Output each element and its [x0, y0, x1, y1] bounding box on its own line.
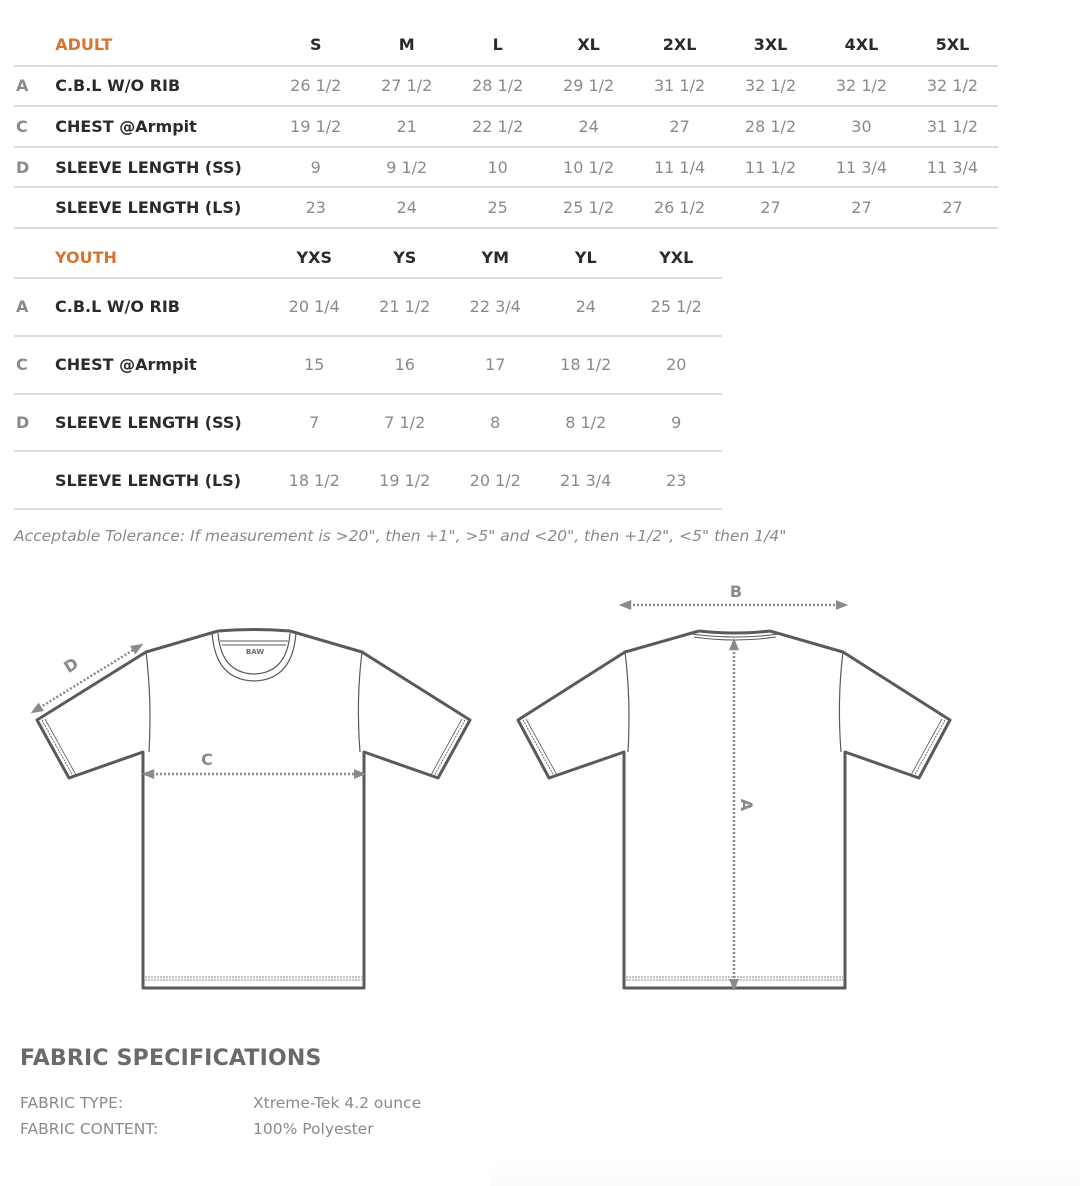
table-row — [14, 66, 998, 107]
cell-value: 11 3/4 — [835, 157, 888, 177]
measure-label: C.B.L W/O RIB — [55, 76, 181, 96]
cell-value: 20 1/2 — [469, 470, 521, 490]
size-header: 4XL — [844, 35, 879, 55]
cell-value: 7 — [309, 412, 320, 432]
youth-header-row — [14, 238, 722, 278]
front-tshirt-icon — [37, 630, 470, 989]
size-header: 3XL — [753, 35, 788, 55]
fabric-spec-row — [20, 1120, 374, 1138]
measure-letter: C — [16, 116, 28, 136]
size-header: M — [398, 35, 415, 55]
cell-value: 7 1/2 — [384, 412, 426, 432]
cell-value: 11 1/2 — [744, 157, 797, 177]
cell-value: 9 1/2 — [386, 157, 428, 177]
cell-value: 23 — [305, 198, 326, 218]
cell-value: 28 1/2 — [744, 116, 797, 136]
cell-value: 25 1/2 — [650, 297, 702, 317]
measure-label: CHEST @Armpit — [55, 355, 197, 375]
measure-label: C.B.L W/O RIB — [55, 297, 180, 317]
measure-label: SLEEVE LENGTH (LS) — [55, 470, 242, 490]
table-row — [14, 451, 722, 509]
cell-value: 26 1/2 — [290, 76, 342, 96]
measure-letter — [14, 187, 55, 228]
cell-value: 27 — [760, 198, 781, 218]
bottom-shade — [490, 1160, 1080, 1186]
fabric-specifications-heading: FABRIC SPECIFICATIONS — [20, 1046, 322, 1071]
cell-value: 30 — [851, 116, 872, 136]
cell-value: 22 3/4 — [469, 297, 521, 317]
cell-value: 29 1/2 — [563, 76, 615, 96]
cell-value: 25 — [487, 198, 508, 218]
cell-value: 32 1/2 — [744, 76, 797, 96]
fabric-spec-key: FABRIC TYPE: — [20, 1094, 124, 1112]
brand-tag-label: BAW — [245, 648, 265, 656]
cell-value: 24 — [396, 198, 417, 218]
table-row — [14, 106, 998, 147]
cell-value: 16 — [394, 355, 415, 375]
letter-header — [14, 238, 55, 278]
letter-header — [14, 25, 55, 66]
cell-value: 15 — [304, 355, 325, 375]
cell-value: 27 — [942, 198, 963, 218]
measure-letter: D — [16, 157, 30, 177]
measure-letter: A — [16, 297, 29, 317]
cell-value: 31 1/2 — [653, 76, 706, 96]
fabric-spec-key: FABRIC CONTENT: — [20, 1120, 159, 1138]
cell-value: 10 1/2 — [563, 157, 615, 177]
measure-letter: C — [16, 355, 28, 375]
cell-value: 21 — [396, 116, 417, 136]
table-row — [14, 336, 722, 394]
cell-value: 11 3/4 — [926, 157, 979, 177]
cell-value: 11 1/4 — [653, 157, 706, 177]
measure-letter: D — [16, 412, 30, 432]
cell-value: 23 — [666, 470, 687, 490]
size-header: L — [492, 35, 503, 55]
cell-value: 20 1/4 — [288, 297, 340, 317]
size-header: 5XL — [935, 35, 970, 55]
fabric-spec-value: 100% Polyester — [253, 1120, 374, 1138]
adult-group-title: ADULT — [55, 35, 113, 55]
size-header: YS — [393, 248, 417, 267]
youth-size-table — [14, 238, 722, 510]
cell-value: 32 1/2 — [835, 76, 888, 96]
size-header: YL — [574, 248, 597, 267]
measure-c-label: C — [201, 750, 213, 769]
tolerance-note: Acceptable Tolerance: If measurement is >20", then +1", >5" and <20", then +1/2", <5" then 1/4" — [14, 527, 787, 545]
cell-value: 26 1/2 — [653, 198, 706, 218]
cell-value: 24 — [578, 116, 599, 136]
cell-value: 9 — [310, 157, 321, 177]
cell-value: 32 1/2 — [926, 76, 979, 96]
measure-a-label: A — [737, 798, 756, 812]
adult-header-row — [14, 25, 998, 66]
table-row — [14, 187, 998, 228]
cell-value: 20 — [666, 355, 687, 375]
fabric-spec-value: Xtreme-Tek 4.2 ounce — [253, 1094, 422, 1112]
size-header: XL — [577, 35, 600, 55]
cell-value: 28 1/2 — [472, 76, 524, 96]
size-header: 2XL — [662, 35, 697, 55]
measure-letter — [14, 451, 55, 509]
cell-value: 8 1/2 — [565, 412, 607, 432]
measure-label: CHEST @Armpit — [55, 116, 197, 136]
cell-value: 21 3/4 — [560, 470, 612, 490]
size-header: YXL — [659, 248, 694, 267]
cell-value: 19 1/2 — [290, 116, 342, 136]
cell-value: 19 1/2 — [379, 470, 431, 490]
table-row — [14, 278, 722, 336]
cell-value: 9 — [671, 412, 682, 432]
cell-value: 10 — [487, 157, 508, 177]
fabric-spec-row — [20, 1094, 421, 1112]
cell-value: 17 — [485, 355, 506, 375]
size-header: YM — [481, 248, 509, 267]
measure-label: SLEEVE LENGTH (SS) — [55, 157, 242, 177]
cell-value: 27 — [851, 198, 872, 218]
size-header: YXS — [296, 248, 332, 267]
cell-value: 21 1/2 — [379, 297, 431, 317]
adult-size-table — [14, 25, 998, 229]
cell-value: 18 1/2 — [560, 355, 612, 375]
table-row — [14, 147, 998, 188]
cell-value: 31 1/2 — [926, 116, 979, 136]
measure-label: SLEEVE LENGTH (LS) — [55, 198, 242, 218]
cell-value: 25 1/2 — [563, 198, 615, 218]
cell-value: 22 1/2 — [472, 116, 524, 136]
measure-letter: A — [16, 76, 29, 96]
tshirt-measurement-diagram — [0, 560, 1080, 1010]
size-header: S — [309, 35, 322, 55]
measure-label: SLEEVE LENGTH (SS) — [55, 412, 242, 432]
cell-value: 24 — [575, 297, 596, 317]
youth-group-title: YOUTH — [55, 248, 117, 267]
cell-value: 27 1/2 — [381, 76, 433, 96]
cell-value: 27 — [669, 116, 690, 136]
table-row — [14, 394, 722, 452]
cell-value: 8 — [490, 412, 501, 432]
measure-d-label: D — [60, 653, 82, 677]
cell-value: 18 1/2 — [288, 470, 340, 490]
measure-b-label: B — [729, 582, 743, 601]
